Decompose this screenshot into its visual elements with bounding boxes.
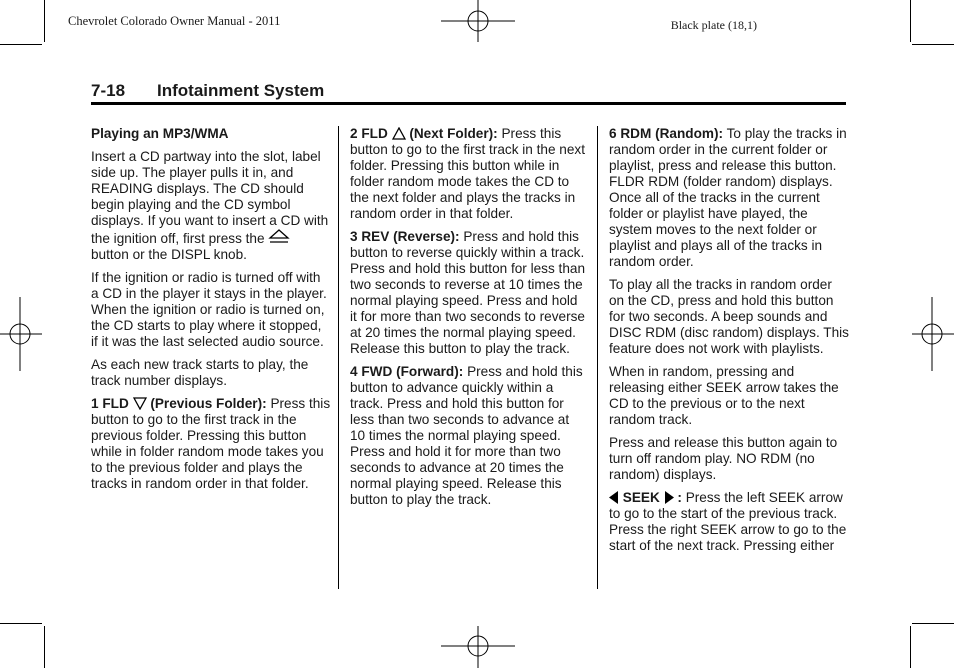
lead-text: 6 RDM (Random): bbox=[609, 126, 724, 141]
lead-text: SEEK bbox=[622, 490, 660, 505]
manual-title: Chevrolet Colorado Owner Manual - 2011 bbox=[68, 14, 281, 28]
up-triangle-icon bbox=[392, 127, 406, 140]
paragraph-seek bbox=[609, 490, 849, 554]
paragraph-ignition-off: If the ignition or radio is turned off with a CD in the player it stays in the player. When the ignition or radio is turned on, the CD starts to play where it stopped, if it was the last selected audio source. bbox=[91, 270, 327, 349]
paragraph-text: Press and hold this button to advance quickly within a track. Press and hold this button for less than two seconds to advance at 10 times the normal playing speed. Press and hold it for more than two seconds to advance at 20 times the normal playing speed. Release this button to play the track. bbox=[350, 364, 583, 507]
column-divider-2 bbox=[597, 126, 598, 589]
registration-mark-bottom bbox=[441, 626, 515, 668]
paragraph-text: button or the DISPL knob. bbox=[91, 247, 247, 262]
paragraph-text: Press this button to go to the first track in the next folder. Pressing this button while in folder random mode takes the CD to the next folder and plays the tracks in random order in that folder. bbox=[350, 126, 586, 221]
column-divider-1 bbox=[338, 126, 339, 589]
section-heading bbox=[91, 81, 324, 101]
page-number: 7-18 bbox=[91, 81, 126, 100]
crop-mark-bottom-right-h bbox=[912, 623, 954, 624]
lead-text: (Next Folder): bbox=[409, 126, 498, 141]
paragraph-text: Press and hold this button to reverse quickly within a track. Press and hold this button for less than two seconds to reverse at 10 times the normal playing speed. Press and hold it for more than two seconds to reverse at 20 times the normal playing speed. Release this button to play the track. bbox=[350, 229, 586, 356]
lead-text: 3 REV (Reverse): bbox=[350, 229, 460, 244]
registration-mark-left bbox=[0, 297, 42, 371]
paragraph-random bbox=[609, 126, 849, 270]
paragraph-previous-folder bbox=[91, 396, 331, 492]
paragraph-no-random: Press and release this button again to turn off random play. NO RDM (no random) displays. bbox=[609, 435, 838, 482]
lead-text: 4 FWD (Forward): bbox=[350, 364, 464, 379]
paragraph-text: Press this button to go to the first track in the previous folder. Pressing this button while in folder random mode takes you to the previous folder and plays the tracks in random order in that folder. bbox=[91, 396, 331, 491]
section-title: Infotainment System bbox=[157, 81, 325, 100]
paragraph-text: Press the left SEEK arrow to go to the start of the previous track. Press the right SEEK arrow to go to the start of the next track. Pressing either bbox=[609, 490, 847, 553]
crop-mark-bottom-right-v bbox=[910, 626, 911, 668]
column-1 bbox=[91, 126, 331, 499]
lead-text: : bbox=[677, 490, 682, 505]
right-arrow-icon bbox=[664, 491, 674, 504]
eject-icon bbox=[268, 229, 290, 245]
lead-text: 1 FLD bbox=[91, 396, 129, 411]
paragraph-reverse bbox=[350, 229, 586, 357]
crop-mark-top-left-h bbox=[0, 44, 42, 45]
lead-text: 2 FLD bbox=[350, 126, 388, 141]
registration-mark-right bbox=[912, 297, 954, 371]
crop-mark-bottom-left-h bbox=[0, 623, 42, 624]
heading-rule bbox=[91, 102, 846, 105]
crop-mark-top-left-v bbox=[44, 0, 45, 42]
registration-mark-top bbox=[441, 0, 515, 42]
down-triangle-icon bbox=[133, 397, 147, 410]
paragraph-next-folder bbox=[350, 126, 586, 222]
paragraph-text: Insert a CD partway into the slot, label side up. The player pulls it in, and READING displays. The CD should begin playing and the CD symbol displays. If you want to insert a CD with the ignition off, first press the bbox=[91, 149, 329, 246]
left-arrow-icon bbox=[609, 491, 619, 504]
paragraph-disc-random: To play all the tracks in random order on the CD, press and hold this button for two seconds. A beep sounds and DISC RDM (disc random) displays. This feature does not work with playlists. bbox=[609, 277, 849, 356]
paragraph-seek-random: When in random, pressing and releasing either SEEK arrow takes the CD to the previous or to the next random track. bbox=[609, 364, 839, 427]
lead-text: (Previous Folder): bbox=[150, 396, 267, 411]
plate-label: Black plate (18,1) bbox=[670, 18, 757, 32]
paragraph-forward bbox=[350, 364, 586, 508]
paragraph-text: To play the tracks in random order in the current folder or playlist, press and release this button. FLDR RDM (folder random) displays. Once all of the tracks in the current folder or playlist have played, the system moves to the next folder or playlist and plays all of the tracks in random order. bbox=[609, 126, 847, 269]
subheading-mp3-wma: Playing an MP3/WMA bbox=[91, 126, 229, 141]
crop-mark-top-right-h bbox=[912, 44, 954, 45]
column-3 bbox=[609, 126, 849, 561]
crop-mark-bottom-left-v bbox=[44, 626, 45, 668]
paragraph-track-number: As each new track starts to play, the track number displays. bbox=[91, 357, 309, 388]
crop-mark-top-right-v bbox=[910, 0, 911, 42]
column-2 bbox=[350, 126, 586, 515]
paragraph-insert-cd bbox=[91, 149, 331, 263]
